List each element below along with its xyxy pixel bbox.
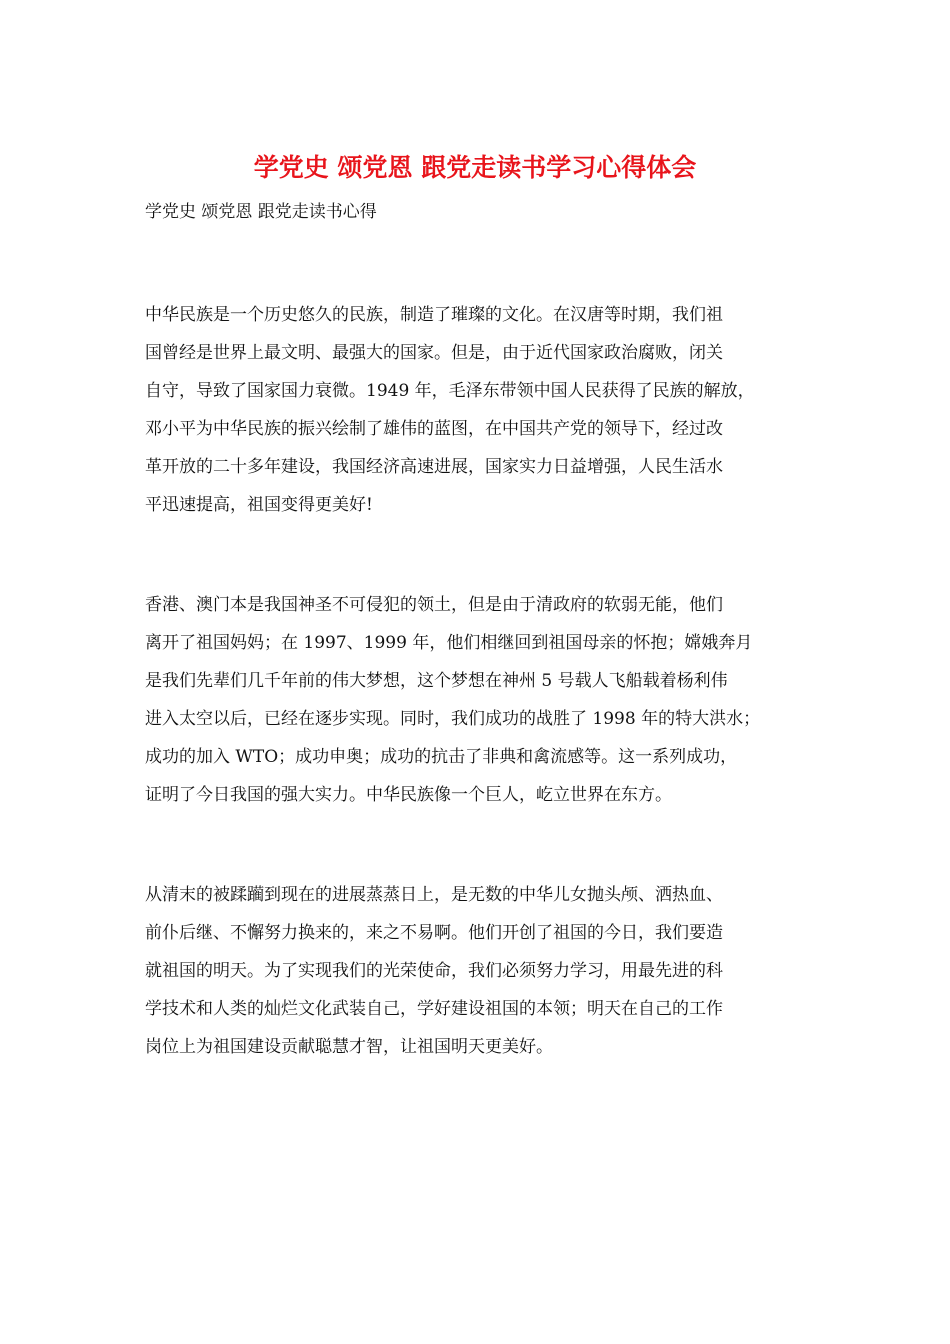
document-subtitle: 学党史 颂党恩 跟党走读书心得 bbox=[145, 202, 377, 222]
paragraph-line: 中华民族是一个历史悠久的民族，制造了璀璨的文化。在汉唐等时期，我们祖 bbox=[145, 305, 723, 325]
paragraph-line: 自守，导致了国家国力衰微。1949 年，毛泽东带领中国人民获得了民族的解放， bbox=[145, 381, 755, 401]
paragraph-line: 学技术和人类的灿烂文化武装自己，学好建设祖国的本领；明天在自己的工作 bbox=[145, 999, 723, 1019]
paragraph-3 bbox=[145, 876, 815, 1066]
paragraph-line: 国曾经是世界上最文明、最强大的国家。但是，由于近代国家政治腐败，闭关 bbox=[145, 343, 723, 363]
paragraph-line: 岗位上为祖国建设贡献聪慧才智，让祖国明天更美好。 bbox=[145, 1037, 553, 1057]
document-title: 学党史 颂党恩 跟党走读书学习心得体会 bbox=[253, 153, 697, 182]
paragraph-line: 进入太空以后，已经在逐步实现。同时，我们成功的战胜了 1998 年的特大洪水； bbox=[145, 709, 761, 729]
paragraph-line: 是我们先辈们几千年前的伟大梦想，这个梦想在神州 5 号载人飞船载着杨利伟 bbox=[145, 671, 728, 691]
paragraph-line: 证明了今日我国的强大实力。中华民族像一个巨人，屹立世界在东方。 bbox=[145, 785, 672, 805]
paragraph-line: 前仆后继、不懈努力换来的，来之不易啊。他们开创了祖国的今日，我们要造 bbox=[145, 923, 723, 943]
paragraph-line: 邓小平为中华民族的振兴绘制了雄伟的蓝图，在中国共产党的领导下，经过改 bbox=[145, 419, 723, 439]
paragraph-line: 成功的加入 WTO；成功申奥；成功的抗击了非典和禽流感等。这一系列成功， bbox=[145, 747, 738, 767]
paragraph-line: 离开了祖国妈妈；在 1997、1999 年，他们相继回到祖国母亲的怀抱；嫦娥奔月 bbox=[145, 633, 753, 653]
paragraph-line: 就祖国的明天。为了实现我们的光荣使命，我们必须努力学习，用最先进的科 bbox=[145, 961, 723, 981]
paragraph-line: 平迅速提高，祖国变得更美好! bbox=[145, 495, 373, 515]
paragraph-line: 香港、澳门本是我国神圣不可侵犯的领土，但是由于清政府的软弱无能，他们 bbox=[145, 595, 723, 615]
paragraph-line: 从清末的被蹂躏到现在的进展蒸蒸日上，是无数的中华儿女抛头颅、洒热血、 bbox=[145, 885, 723, 905]
paragraph-2 bbox=[145, 586, 815, 814]
paragraph-line: 革开放的二十多年建设，我国经济高速进展，国家实力日益增强，人民生活水 bbox=[145, 457, 723, 477]
paragraph-1 bbox=[145, 296, 815, 524]
